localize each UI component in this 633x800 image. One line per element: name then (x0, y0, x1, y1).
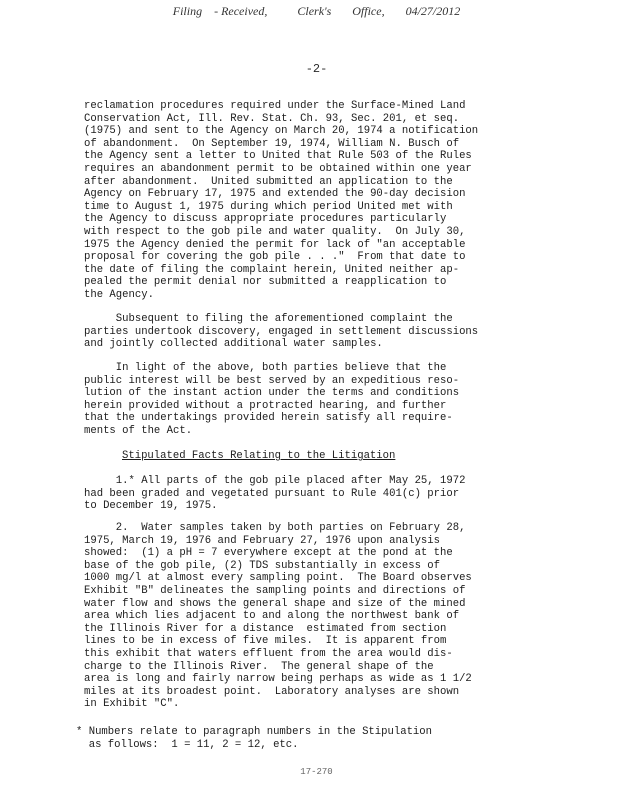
text-line: with respect to the gob pile and water quality. On July 30, (84, 225, 466, 238)
text-line: Conservation Act, Ill. Rev. Stat. Ch. 93, Sec. 201, et seq. (84, 112, 460, 125)
text-line: the Illinois River for a distance estimated from section (84, 622, 447, 635)
text-line: pealed the permit denial nor submitted a reapplication to (84, 276, 447, 289)
paragraph-fact-1 (84, 475, 554, 513)
page-footer-number: 17-270 (300, 767, 333, 777)
text-line: area is long and fairly narrow being perhaps as wide as 1 1/2 (84, 673, 472, 686)
text-line: area which lies adjacent to and along the northwest bank of (84, 610, 460, 623)
text-line: (1975) and sent to the Agency on March 20, 1974 a notification (84, 125, 479, 138)
text-line: 1000 mg/l at almost every sampling point. The Board observes (84, 572, 472, 585)
text-line: in Exhibit "C". (84, 698, 180, 711)
page-number: -2- (305, 62, 328, 76)
text-line: and jointly collected additional water samples. (84, 338, 383, 351)
text-line: base of the gob pile, (2) TDS substantially in excess of (84, 559, 441, 572)
text-line: showed: (1) a pH = 7 everywhere except at the pond at the (84, 547, 453, 560)
text-line: charge to the Illinois River. The general shape of the (84, 660, 434, 673)
section-heading (84, 450, 554, 463)
text-line: after abandonment. United submitted an application to the (84, 175, 453, 188)
paragraph-abandonment (84, 100, 554, 302)
section-heading-text: Stipulated Facts Relating to the Litigation (122, 450, 396, 462)
text-line: lution of the instant action under the terms and conditions (84, 387, 460, 400)
text-line: to December 19, 1975. (84, 500, 218, 513)
paragraph-fact-2 (84, 522, 554, 711)
text-line: lines to be in excess of five miles. It is apparent from (84, 635, 447, 648)
filing-stamp-header: Filing - Received, Clerk's Office, 04/27/2012 (172, 4, 461, 18)
text-line: 2. Water samples taken by both parties on February 28, (84, 522, 466, 534)
text-line: Exhibit "B" delineates the sampling points and directions of (84, 584, 466, 597)
text-line: of abandonment. On September 19, 1974, William N. Busch of (84, 137, 460, 150)
text-line: as follows: 1 = 11, 2 = 12, etc. (76, 738, 299, 751)
text-line: had been graded and vegetated pursuant to Rule 401(c) prior (84, 487, 460, 500)
text-line: that the undertakings provided herein satisfy all require- (84, 412, 453, 425)
text-line: water flow and shows the general shape and size of the mined (84, 597, 466, 610)
text-line: parties undertook discovery, engaged in settlement discussions (84, 325, 479, 338)
text-line: Agency on February 17, 1975 and extended the 90-day decision (84, 188, 466, 201)
text-line: 1.* All parts of the gob pile placed after May 25, 1972 (84, 475, 466, 487)
text-line: herein provided without a protracted hearing, and further (84, 399, 447, 412)
text-line: In light of the above, both parties believe that the (84, 362, 447, 374)
footnote (76, 726, 546, 751)
text-line: reclamation procedures required under the Surface-Mined Land (84, 100, 466, 112)
text-line: public interest will be best served by an expeditious reso- (84, 374, 460, 387)
text-line: the Agency to discuss appropriate procedures particularly (84, 213, 447, 226)
text-line: the Agency. (84, 288, 154, 301)
text-line: proposal for covering the gob pile . . ." From that date to (84, 251, 466, 264)
text-line: * Numbers relate to paragraph numbers in the Stipulation (76, 726, 433, 738)
text-line: miles at its broadest point. Laboratory analyses are shown (84, 685, 460, 698)
text-line: 1975, March 19, 1976 and February 27, 1976 upon analysis (84, 534, 441, 547)
text-line: requires an abandonment permit to be obtained within one year (84, 162, 472, 175)
text-line: the date of filing the complaint herein, United neither ap- (84, 263, 460, 276)
text-line: ments of the Act. (84, 424, 193, 437)
text-line: Subsequent to filing the aforementioned complaint the (84, 313, 453, 325)
text-line: time to August 1, 1975 during which period United met with (84, 200, 453, 213)
text-line: this exhibit that waters effluent from the area would dis- (84, 647, 453, 660)
text-line: 1975 the Agency denied the permit for lack of "an acceptable (84, 238, 466, 251)
text-line: the Agency sent a letter to United that Rule 503 of the Rules (84, 150, 472, 163)
paragraph-public-interest (84, 362, 554, 438)
paragraph-discovery (84, 313, 554, 351)
